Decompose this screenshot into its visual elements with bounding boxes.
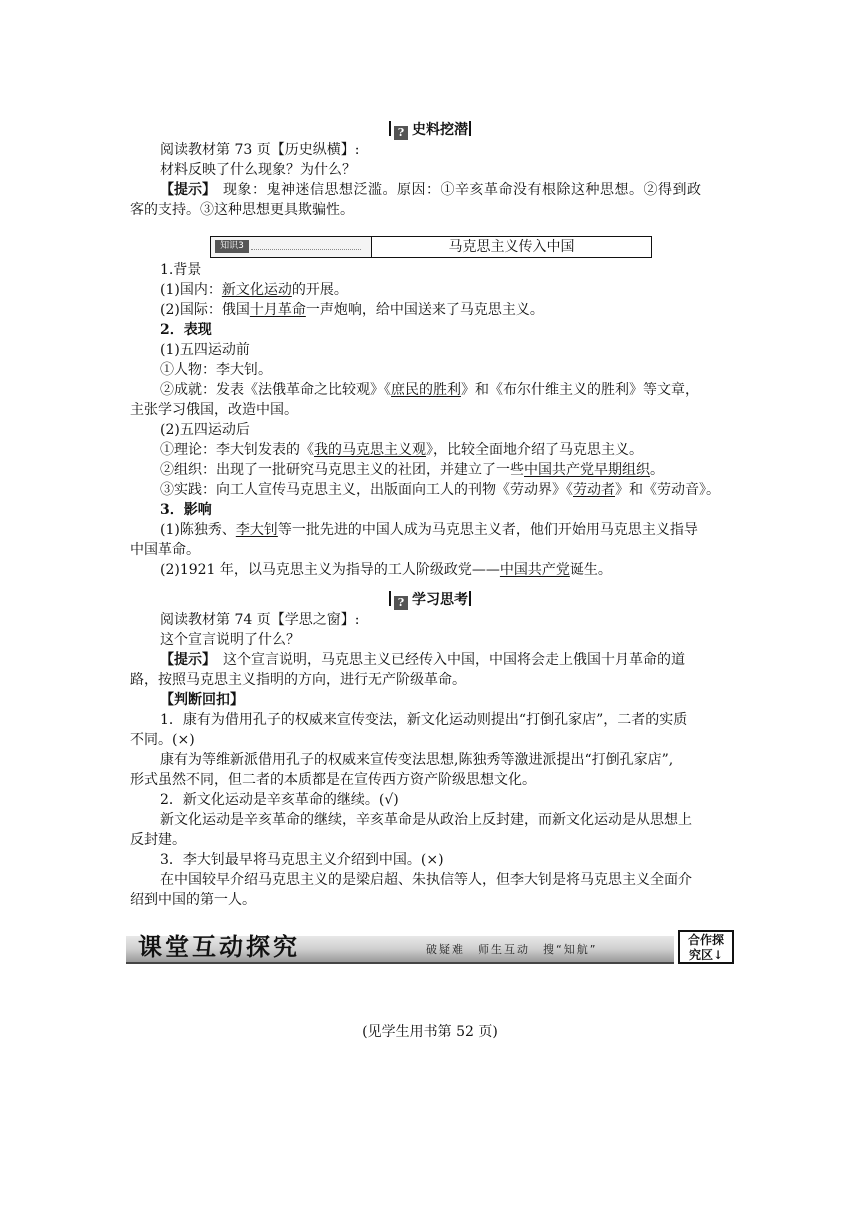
- page-reference-footer: (见学生用书第 52 页): [362, 1024, 498, 1040]
- background-international: (2)国际：俄国十月革命一声炮响，给中国送来了马克思主义。: [160, 302, 544, 318]
- knowledge-tag: [211, 237, 372, 257]
- influence-2: (2)1921 年，以马克思主义为指导的工人阶级政党——中国共产党诞生。: [160, 562, 612, 578]
- judge-a1: 康有为等维新派借用孔子的权威来宣传变法思想,陈独秀等激进派提出“打倒孔家店”,: [160, 752, 674, 768]
- question-mark-icon: ?: [394, 126, 408, 140]
- tip-2: 【提示】 这个宣言说明，马克思主义已经传入中国，中国将会走上俄国十月革命的道: [160, 652, 685, 668]
- after-organization: ②组织：出现了一批研究马克思主义的社团，并建立了一些中国共产党早期组织。: [160, 462, 664, 478]
- judge-q3: 3．李大钊最早将马克思主义介绍到中国。(×): [160, 852, 444, 868]
- judge-a1-cont: 形式虽然不同，但二者的本质都是在宣传西方资产阶级思想文化。: [130, 772, 536, 788]
- judge-a3-cont: 绍到中国的第一人。: [130, 892, 256, 908]
- after-theory: ①理论：李大钊发表的《我的马克思主义观》，比较全面地介绍了马克思主义。: [160, 442, 643, 458]
- knowledge-tag-label: 知识3: [215, 240, 249, 253]
- knowledge-header: [210, 236, 652, 258]
- judge-q1-cont: 不同。(×): [130, 732, 195, 748]
- before-may-fourth: (1)五四运动前: [160, 342, 250, 358]
- section-header-shiliao: ? 史料挖潜: [0, 120, 860, 140]
- judge-heading: 【判断回扣】: [160, 692, 244, 708]
- influence-1-cont: 中国革命。: [130, 542, 200, 558]
- performance-heading: 2．表现: [160, 322, 212, 338]
- tip-2-cont: 路，按照马克思主义指明的方向，进行无产阶级革命。: [130, 672, 466, 688]
- question-2: 这个宣言说明了什么？: [160, 632, 300, 648]
- background-domestic: (1)国内：新文化运动的开展。: [160, 282, 348, 298]
- background-heading: 1.背景: [160, 262, 202, 278]
- question-mark-icon: ?: [394, 596, 408, 610]
- question-1: 材料反映了什么现象？为什么？: [160, 162, 356, 178]
- banner-side-box: 合作探 究区↓: [678, 930, 734, 964]
- judge-a2: 新文化运动是辛亥革命的继续，辛亥革命是从政治上反封建，而新文化运动是从思想上: [160, 812, 692, 828]
- tip-1-cont: 客的支持。③这种思想更具欺骗性。: [130, 202, 354, 218]
- judge-q2: 2．新文化运动是辛亥革命的继续。(√): [160, 792, 399, 808]
- classroom-banner: [126, 930, 736, 966]
- judge-a3: 在中国较早介绍马克思主义的是梁启超、朱执信等人，但李大钊是将马克思主义全面介: [160, 872, 692, 888]
- banner-subtitle: 破疑难 师生互动 搜“知航”: [426, 943, 598, 956]
- before-person: ①人物：李大钊。: [160, 362, 272, 378]
- judge-a2-cont: 反封建。: [130, 832, 186, 848]
- before-achievement-cont: 主张学习俄国，改造中国。: [130, 402, 298, 418]
- tip-1: 【提示】 现象：鬼神迷信思想泛滥。原因：①辛亥革命没有根除这种思想。②得到政: [160, 182, 702, 198]
- after-may-fourth: (2)五四运动后: [160, 422, 250, 438]
- after-practice: ③实践：向工人宣传马克思主义，出版面向工人的刊物《劳动界》《劳动者》和《劳动音》。: [160, 482, 720, 498]
- read-instruction-2: 阅读教材第 74 页【学思之窗】:: [160, 612, 360, 628]
- section-header-xuexi: ? 学习思考: [0, 590, 860, 610]
- read-instruction-1: 阅读教材第 73 页【历史纵横】:: [160, 142, 360, 158]
- influence-heading: 3．影响: [160, 502, 212, 518]
- judge-q1: 1．康有为借用孔子的权威来宣传变法，新文化运动则提出“打倒孔家店”，二者的实质: [160, 712, 688, 728]
- knowledge-title: 马克思主义传入中国: [448, 239, 575, 255]
- banner-title: 课堂互动探究: [138, 932, 300, 961]
- before-achievement: ②成就：发表《法俄革命之比较观》《庶民的胜利》和《布尔什维主义的胜利》等文章，: [160, 382, 699, 398]
- influence-1: (1)陈独秀、李大钊等一批先进的中国人成为马克思主义者，他们开始用马克思主义指导: [160, 522, 698, 538]
